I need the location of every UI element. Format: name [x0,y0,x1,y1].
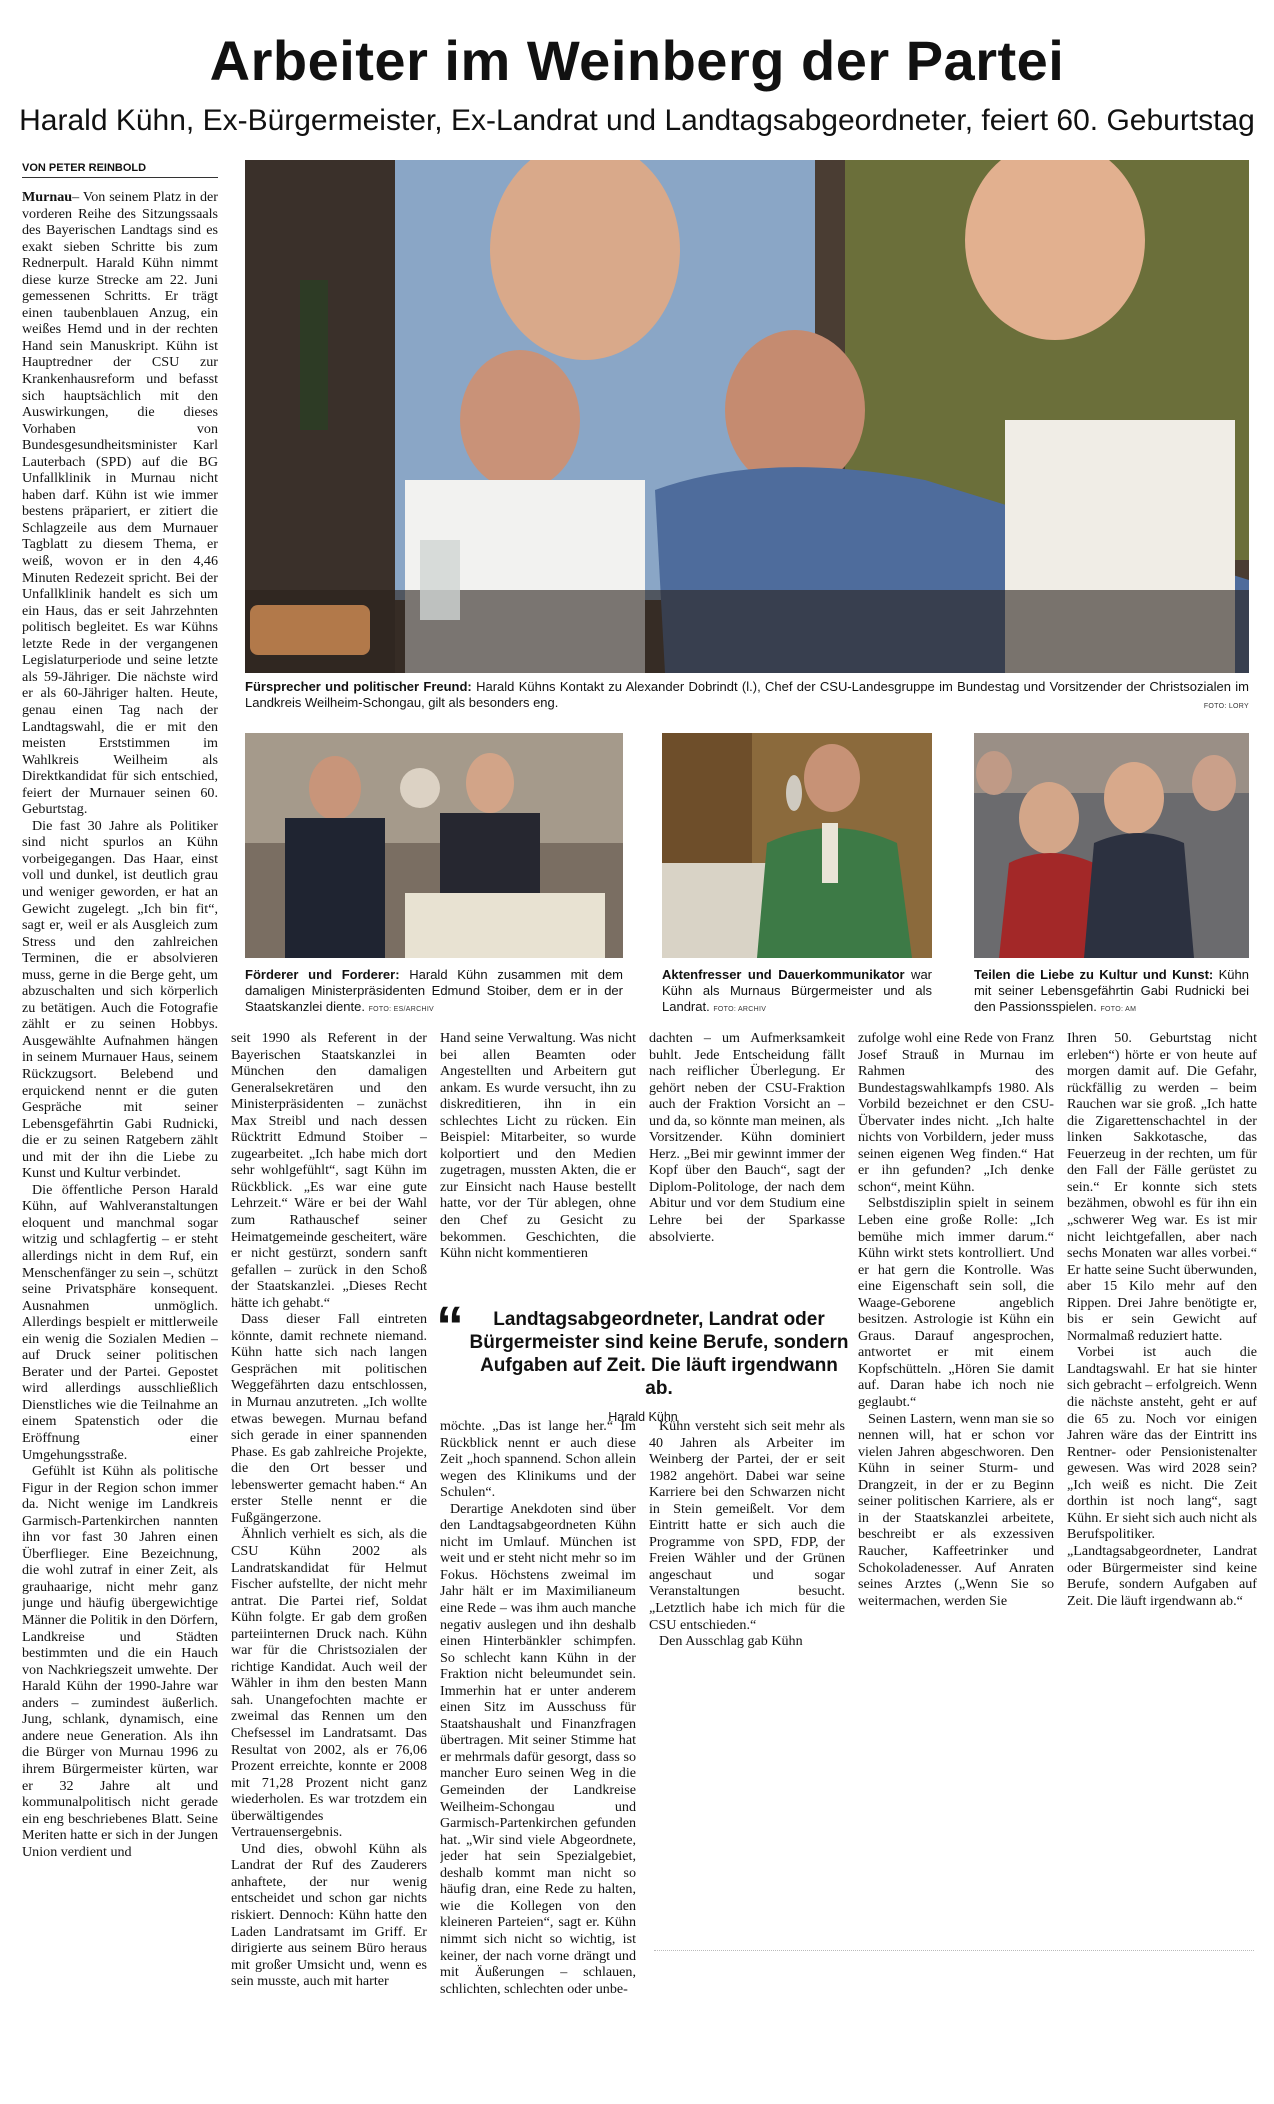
photo-stoiber-caption [245,967,623,1018]
paragraph: dachten – um Aufmerksamkeit buhlt. Jede Entscheidung fällt nach reiflicher Überlegung. Er gehört neben der CSU-Fraktion auch der Fraktion Vorsicht an – und da, so könnte man meinen, als Vorsitzender. Kühn dominiert Herz. „Bei mir gewinnt immer der Kopf über den Bauch“, sagt der Diplom-Politologe, der nach dem Abitur und vor dem Studium eine Lehre bei der Sparkasse absolvierte. [649,1030,845,1245]
paragraph: Dass dieser Fall eintreten könnte, damit rechnete niemand. Kühn hatte sich nach langen Gesprächen mit politischen Weggefährten dazu entschlossen, in Murnau anzutreten. „Ich wollte etwas bewegen. Murnau befand sich gerade in einer spannenden Phase. Es gab zahlreiche Projekte, die den Ort besser und lebenswerter gemacht haben.“ An erster Stelle nennt er die Fußgängerzone. [231,1311,427,1526]
paragraph: Vorbei ist auch die Landtagswahl. Er hat sie hinter sich gebracht – erfolgreich. Wenn die nächste ansteht, geht er auf die 65 zu. Noch vor einigen Jahren wäre das der Eintritt ins Rentner- oder Pensionistenalter gewesen. Was wird 2028 sein? „Ich weiß es nicht. Die Zeit dorthin ist noch lang“, sagt Kühn. Er sieht sich auch nicht als Berufspolitiker. „Landtagsabgeordneter, Landrat oder Bürgermeister sind keine Berufe, sondern Aufgaben auf Zeit. Die läuft irgendwann ab.“ [1067,1344,1257,1609]
photo-passionsspiele [974,733,1249,958]
divider [654,1950,1254,1951]
quote-mark: “ [436,1294,464,1357]
caption-text: Harald Kühn zusammen mit dem damaligen Ministerpräsidenten Edmund Stoiber, dem er in der Staatskanzlei diente. [245,967,624,1014]
article-column-5 [858,1030,1054,1832]
caption-lead: Aktenfresser und Dauerkommunikator [662,967,905,982]
paragraph: Ähnlich verhielt es sich, als die CSU Kühn 2002 als Landratskandidat für Helmut Fischer aufstellte, der nicht mehr antrat. Die Partei rief, Soldat Kühn folgte. Er gab dem großen parteiinternen Druck nach. Kühn war für die Christsozialen der richtige Kandidat. Auch weil der Wähler in ihm den besten Mann sah. Unangefochten machte er zweimal das Rennen um den Chefsessel im Landratsamt. Das Resultat von 2002, als er 76,06 Prozent erreichte, konnte er 2008 mit 71,28 Prozent nicht ganz wiederholen. Es war trotzdem ein überwältigendes Vertrauensergebnis. [231,1526,427,1841]
paragraph: zufolge wohl eine Rede von Franz Josef Strauß in Murnau im Rahmen des Bundestagswahlkampfs 1980. Als Vorbild bezeichnet er den CSU-Übervater indes nicht. „Ich halte nichts von Vorbildern, jeder muss seinen eigenen Weg finden.“ Hat er ihn gefunden? „Ich denke schon“, meint Kühn. [858,1030,1054,1195]
paragraph: Gefühlt ist Kühn als politische Figur in der Region schon immer da. Nicht wenige im Landkreis Garmisch-Partenkirchen nannten ihn vor fast 30 Jahren einen Überflieger. Eine Bezeichnung, die wohl zutraf in einer Zeit, als grauhaarige, nicht mehr ganz junge und häufig übergewichtige Männer die Politik in den Dörfern, Landkreise und Städten bestimmten und die ein Hauch von Nachkriegszeit umwehte. Der Harald Kühn der 1990-Jahre war anders – zumindest äußerlich. Jung, schlank, dynamisch, eine andere neue Generation. Als ihn die Bürger von Murnau 1996 zu ihrem Bürgermeister kürten, war er 32 Jahre alt und kommunalpolitisch nicht gerade ein eng beschriebenes Blatt. Seine Meriten hatte er sich in der Jungen Union verdient und [22,1463,218,1860]
caption-text: war Kühn als Murnaus Bürgermeister und als Landrat. [662,967,932,1014]
photo-stoiber-image [245,733,623,958]
article-column-3-bottom [440,1418,636,2094]
headline: Arbeiter im Weinberg der Partei [209,29,1065,92]
byline: VON PETER REINBOLD [22,162,218,178]
paragraph [22,189,218,818]
paragraph: Selbstdisziplin spielt in seinem Leben eine große Rolle: „Ich bemühe mich immer darum.“ Kühn wirkt stets kontrolliert. Und er hat gern die Kontrolle. Was eine Eigenschaft sein soll, die Waage-Geborene angeblich besitzen. Astrologie ist Kühn ein Graus. Darauf angesprochen, antwortet er mit einem Kopfschütteln. „Hören Sie damit auf. Daran habe ich noch nie geglaubt.“ [858,1195,1054,1411]
quote-text: Landtagsabgeordneter, Landrat oder Bürgermeister sind keine Berufe, sondern Aufgaben auf Zeit. Die läuft irgendwann ab. [469,1309,849,1399]
paragraph: seit 1990 als Referent in der Bayerischen Staatskanzlei in München den damaligen Generalsekretären und den Ministerpräsidenten – zunächst Max Streibl und nach dessen Rücktritt Edmund Stoiber – zugearbeitet. „Ich habe mich dort sehr wohlgefühlt“, sagt Kühn im Rückblick. „Es war eine gute Lehrzeit.“ Wäre er bei der Wahl zum Rathauschef seiner Heimatgemeinde gescheitert, wäre er nicht gestürzt, sondern sanft gefallen – zurück in den Schoß der Staatskanzlei. „Dieses Recht hätte ich gehabt.“ [231,1030,427,1311]
quote-author: Harald Kühn [608,1410,678,1424]
article-column-2 [231,1030,427,2094]
photo-passionsspiele-image [974,733,1249,958]
main-photo-caption [245,679,1249,715]
paragraph: Kühn versteht sich seit mehr als 40 Jahren als Arbeiter im Weinberg der Partei, der er seit 1982 angehört. Dabei war seine Karriere bei den Schwarzen nicht in Stein gemeißelt. Vor dem Eintritt hatte er sich auch die Programme von SPD, FDP, der Freien Wähler und der Grünen angeschaut und sogar Veranstaltungen besucht. „Letztlich habe ich mich für die CSU entschieden.“ [649,1418,845,1633]
photo-dobrindt-kuehn-image [245,160,1249,673]
paragraph: Die fast 30 Jahre als Politiker sind nicht spurlos an Kühn vorbeigegangen. Das Haar, einst voll und dunkel, ist deutlich grau und weniger geworden, er hat an Gewicht zugelegt. „Ich bin fit“, sagt er, weil er als Ausgleich zum Stress und den zahlreichen Terminen, die er absolvieren muss, gerne in die Berge geht, um abzuschalten und sich körperlich zu betätigen. Auch die Fotografie zählt er zu seinen Hobbys. Ausgewählte Aufnahmen hängen in seinem Murnauer Haus, seinem Rückzugsort. Belebend und erquickend nennt er die guten Gespräche mit seiner Lebensgefährtin Gabi Rudnicki, die er zu seinen Ratgebern zählt und mit der ihn die Liebe zu Kunst und Kultur verbindet. [22,817,218,1182]
article-column-3-top [440,1030,636,1298]
paragraph: Den Ausschlag gab Kühn [659,1633,803,1650]
paragraph-text: – Von seinem Platz in der vorderen Reihe des Sitzungssaals des Bayerischen Landtags sind es exakt sieben Schritte bis zum Rednerpult. Harald Kühn nimmt diese kurze Strecke am 22. Juni gemessenen Schritts. Er trägt einen taubenblauen Anzug, ein weißes Hemd und in der rechten Hand sein Manuskript. Kühn ist Hauptredner der CSU zur Krankenhausreform und befasst sich hauptsächlich mit den Auswirkungen, die dieses Vorhaben von Bundesgesundheitsminister Karl Lauterbach (SPD) auf die BG Unfallklinik in Murnau nicht haben darf. Kühn ist wie immer bestens präpariert, er zitiert die Schlagzeile aus dem Murnauer Tagblatt zu diesem Thema, er weiß, wovon er in den 4,46 Minuten Redezeit spricht. Bei der Unfallklinik handelt es sich um ein Haus, das er seit Jahrzehnten politisch begleitet. Es war Kühns letzte Rede in der vergangenen Legislaturperiode und seine letzte als 59-Jähriger. Die nächste wird er als 60-Jähriger halten. Heute, genau einen Tag nach der Landtagswahl, die er mit den meisten Erststimmen im Wahlkreis Weilheim als Direktkandidat für sich entschied, feiert der Murnauer seinen 60. Geburtstag. [22,189,218,818]
paragraph: möchte. „Das ist lange her.“ Im Rückblick nennt er auch diese Zeit „hoch spannend. Schon allein wegen des Klinikums und der Schulen“. [440,1418,636,1501]
photo-credit: FOTO: AM [1100,1006,1137,1013]
caption-text: Harald Kühns Kontakt zu Alexander Dobrindt (l.), Chef der CSU-Landesgruppe im Bundestag und Vorsitzender der Christsozialen im Landkreis Weilheim-Schongau, gilt als besonders eng. [245,679,1249,710]
photo-telephone [662,733,932,958]
photo-credit: FOTO: LORY [1203,703,1249,710]
photo-credit: FOTO: ES/ARCHIV [368,1006,435,1013]
article-column-4-top [649,1030,845,1298]
paragraph: Und dies, obwohl Kühn als Landrat der Ruf des Zauderers anhaftete, der nur wenig entscheidet und schon gar nichts riskiert. Dennoch: Kühn hatte den Laden Landratsamt im Griff. Er dirigierte aus seinem Büro heraus mit großer Umsicht und, wenn es sein musste, auch mit harter [231,1840,427,1990]
paragraph: Ihren 50. Geburtstag nicht erleben“) hörte er von heute auf morgen damit auf. Die Gefahr, rückfällig zu werden – beim Rauchen war sie groß. „Ich hatte die Zigarettenschachtel in der linken Sakkotasche, das Feuerzeug in der rechten, um für den Fall der Fälle gerüstet zu sein.“ Er konnte sich stets bezähmen, obwohl es für ihn ein „schwerer Weg war. Es ist mir nicht leichtgefallen, aber nach sechs Monaten war alles vorbei.“ Er hatte seine Sucht überwunden, aber 15 Kilo mehr auf den Rippen. Drei Jahre benötigte er, bis er sein Gewicht auf Normalmaß reduziert hatte. [1067,1030,1257,1344]
photo-telephone-caption [662,967,932,1018]
pull-quote [436,1294,850,1424]
paragraph: Hand seine Verwaltung. Was nicht bei allen Beamten oder Angestellten und Arbeitern gut ankam. Es wurde versucht, ihn zu diskreditieren, ihn in ein schlechtes Licht zu rücken. Ein Beispiel: Mitarbeiter, so wurde kolportiert und den Medien zugetragen, mussten Akten, die er zur Einsicht nach Hause bestellt hatte, vor der Tür ablegen, ohne den Chef zu Gesicht zu bekommen. Geschichten, die Kühn nicht kommentieren [440,1030,636,1262]
photo-passionsspiele-caption [974,967,1249,1018]
caption-lead: Teilen die Liebe zu Kultur und Kunst: [974,967,1214,982]
article-column-1 [22,189,218,2094]
photo-stoiber [245,733,623,958]
paragraph: Seinen Lastern, wenn man sie so nennen will, hat er schon vor vielen Jahren abgeschworen. Den Kühn in seiner Sturm- und Drangzeit, in der er zu Beginn seiner politischen Karriere, als er in der Staatskanzlei arbeitete, beschreibt er als exzessiven Raucher, Kaffeetrinker und Schokoladenesser. Auf Anraten seines Arztes („Wenn Sie so weitermachen, werden Sie [858,1410,1054,1609]
paragraph: Derartige Anekdoten sind über den Landtagsabgeordneten Kühn nicht im Umlauf. München ist weit und er steht nicht mehr so im Fokus. Höchstens zweimal im Jahr hält er im Maximilianeum eine Rede – was ihm auch manche negativ auslegen und ihn deshalb einen Hinterbänkler schimpfen. So schlecht kann Kühn in der Fraktion nicht beleumundet sein. Immerhin hat er unter anderem einen Sitz im Ausschuss für Staatshaushalt und Finanzfragen übertragen. Mit seiner Stimme hat er mehrmals dafür gesorgt, dass so mancher Euro seinen Weg in die Gemeinden der Landkreise Weilheim-Schongau und Garmisch-Partenkirchen gefunden hat. „Wir sind viele Abgeordnete, jeder hat sein Spezialgebiet, deshalb kommt man nicht so häufig dran, eine Rede zu halten, wie die Kollegen von den kleineren Parteien“, sagt er. Kühn nimmt sich nicht so wichtig, ist keiner, der nach vorne drängt und mit Äußerungen – schlauen, schlichten, schlechten oder unbe- [440,1500,636,1997]
dateline-location: Murnau [22,189,73,205]
photo-telephone-image [662,733,932,958]
subheadline: Harald Kühn, Ex-Bürgermeister, Ex-Landrat und Landtagsabgeordneter, feiert 60. Geburtstag [19,104,1255,137]
paragraph: Die öffentliche Person Harald Kühn, auf Wahlveranstaltungen eloquent und manchmal sogar witzig und schlagfertig – er steht allerdings nicht in dem Ruf, ein Menschenfänger zu sein –, schützt seine Privatsphäre konsequent. Ausnahmen unmöglich. Allerdings bespielt er mittlerweile ein wenig die Sozialen Medien – auf Druck seiner politischen Berater und der Partei. Gepostet wird allerdings ausschließlich Dienstliches wie die Teilnahme an einem Spatenstich oder die Eröffnung einer Umgehungsstraße. [22,1181,218,1463]
article-column-6 [1067,1030,1257,1832]
photo-credit: FOTO: ARCHIV [713,1006,767,1013]
article-column-4-bottom [649,1418,845,1818]
caption-lead: Förderer und Forderer: [245,967,400,982]
caption-text: Kühn mit seiner Lebensgefährtin Gabi Rudnicki bei den Passionsspielen. [974,967,1249,1014]
caption-lead: Fürsprecher und politischer Freund: [245,679,472,694]
main-photo [245,160,1249,673]
